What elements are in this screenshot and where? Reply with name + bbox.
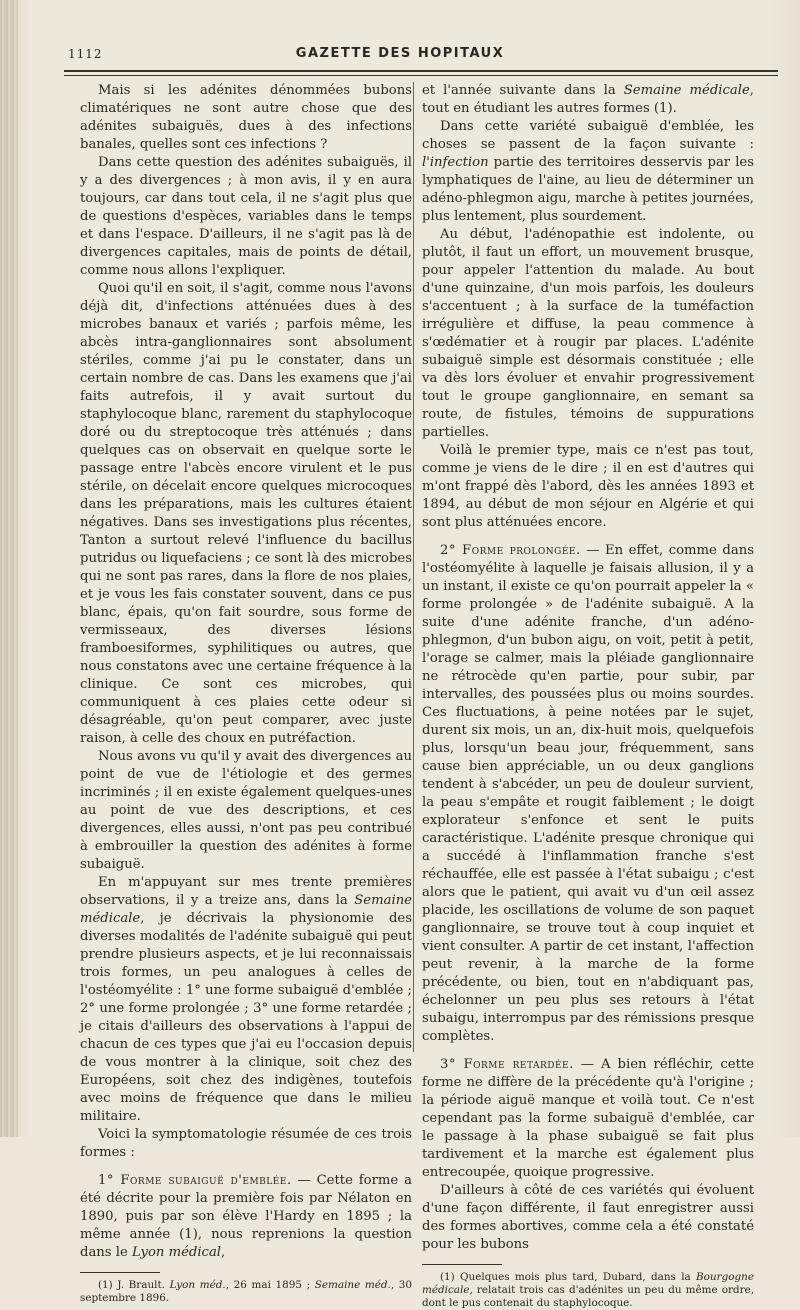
journal-title: GAZETTE DES HOPITAUX — [295, 46, 505, 61]
text-run: En m'appuyant sur mes trente premières observations, il y a treize ans, dans la — [80, 875, 412, 908]
right-column-body — [422, 82, 754, 1309]
journal-citation: Semaine médicale — [623, 83, 750, 98]
text-run: , je décrivais la physionomie des diverses modalités de l'adénite subaiguë qui peut prendre plusieurs aspects, et je lui reconnaissais trois formes, un peu analogues à celles de l'ostéomyélite : 1° une forme subaiguë d'emblée ; 2° une forme prolongée ; 3° une forme retardée ; je citais d'ailleurs des observations à l'appui de chacun de ces types que j'ai eu l'occasion depuis de vous montrer à la clinique, soit chez des Européens, soit chez des indigènes, toutefois avec moins de fréquence que dans le milieu militaire. — [80, 911, 412, 1124]
text-run: (1) Quelques mois plus tard, Dubard, dans la — [440, 1271, 697, 1283]
footnote — [80, 1279, 412, 1305]
text-run: partie des territoires desservis par les lymphatiques de l'aine, au lieu de déterminer un adéno-phlegmon aigu, marche à petites journées, plus lentement, plus sourdement. — [422, 155, 754, 224]
left-column — [80, 82, 413, 1304]
text-run: , 26 mai 1895 ; — [225, 1279, 315, 1291]
binding-edge — [0, 0, 18, 1137]
paragraph: Voilà le premier type, mais ce n'est pas tout, comme je viens de le dire ; il en est d'autres qui m'ont frappé dès l'abord, dès les années 1893 et 1894, au début de mon séjour en Algérie et qui sont plus atténuées encore. — [422, 443, 754, 530]
text-run: Dans cette variété subaiguë d'emblée, les choses se passent de la façon suivante : — [422, 119, 754, 152]
section-paragraph — [422, 542, 754, 1046]
journal-citation: Bourgogne médicale — [422, 1271, 754, 1296]
footnote-rule — [422, 1264, 502, 1265]
left-column-body — [80, 82, 413, 1304]
paragraph: Nous avons vu qu'il y avait des divergences au point de vue de l'étiologie et des germes incriminés ; il en existe également quelques-unes au point de vue des descriptions, et ces divergences, elles aussi, n'ont pas peu contribué à embrouiller la question des adénites à forme subaiguë. — [80, 749, 412, 872]
section-heading: 3° Forme retardée. — [440, 1057, 574, 1072]
section-paragraph — [80, 1172, 412, 1262]
text-run: — A bien réfléchir, cette forme ne diffère de la précédente qu'à l'origine ; la période aiguë manque et voilà tout. Ce n'est cependant pas la forme subaiguë d'emblée, car le passage à la phase subaiguë se fait plus tardivement et la marche est également plus entrecoupée, quoique progressive. — [422, 1057, 754, 1180]
journal-citation: Semaine méd. — [314, 1279, 391, 1291]
journal-citation: Lyon méd. — [169, 1279, 226, 1291]
text-run: — Cette forme a été décrite pour la première fois par Nélaton en 1890, puis par son élève l'Hardy en 1895 ; la même année (1), nous reprenions la question dans le — [80, 1173, 412, 1260]
page-number: 1112 — [68, 47, 103, 61]
header-rule-thick — [64, 70, 778, 72]
header-rule-thin — [64, 75, 778, 76]
paragraph: Mais si les adénites dénommées bubons climatériques ne sont autre chose que des adénites subaiguës, dues à des infections banales, quelles sont ces infections ? — [80, 83, 412, 152]
paragraph: Quoi qu'il en soit, il s'agit, comme nous l'avons déjà dit, d'infections atténuées dues à des microbes banaux et variés ; parfois même, les abcès intra-ganglionnaires sont absolument stériles, comme j'ai pu le constater, dans un certain nombre de cas. Dans les examens que j'ai faits autrefois, il y avait surtout du staphylocoque blanc, rarement du staphylocoque doré ou du streptocoque très atténués ; dans quelques cas on observait en quelque sorte le passage entre l'abcès encore virulent et le pus stérile, on décelait encore quelques microcoques dans les préparations, mais les cultures étaient négatives. Dans ses investigations plus récentes, Tanton a surtout relevé l'influence du bacillus putridus ou liquefaciens ; ce sont là des microbes qui ne sont pas rares, dans la flore de nos plaies, et je vous les fais constater souvent, dans ce pus blanc, épais, qu'on fait sourdre, sous forme de vermisseaux, des diverses lésions framboesiformes, syphilitiques ou autres, que nous constatons avec une certaine fréquence à la clinique. Ce sont ces microbes, qui communiquent à ces plaies cette odeur si désagréable, qu'on peut comparer, avec juste raison, à celle des choux en putréfaction. — [80, 281, 412, 746]
paragraph — [80, 874, 412, 1126]
text-run: , — [221, 1245, 226, 1260]
journal-citation: Lyon médical — [131, 1245, 222, 1260]
footnote — [422, 1271, 754, 1310]
emphasis: l'infection — [422, 155, 489, 170]
journal-citation: Semaine médicale — [80, 893, 412, 926]
right-column — [422, 82, 754, 1309]
paragraph: Voici la symptomatologie résumée de ces trois formes : — [80, 1127, 412, 1160]
column-divider — [413, 82, 414, 1052]
text-run: , 30 septembre 1896. — [80, 1279, 413, 1304]
section-heading: 1° Forme subaiguë d'emblée. — [98, 1173, 292, 1188]
text-run: — En effet, comme dans l'ostéomyélite à laquelle je faisais allusion, il y a un instant, il existe ce qu'on pourrait appeler la « forme prolongée » de l'adénite subaiguë. A la suite d'une adénite franche, d'un adéno-phlegmon, d'un bubon aigu, on voit, petit à petit, l'orage se calmer, mais la pléiade ganglionnaire ne rétrocède qu'en partie, pour subir, par intervalles, des poussées plus ou moins sourdes. Ces fluctuations, à peine notées par le sujet, durent six mois, un an, dix-huit mois, quelquefois plus, lorsqu'un beau jour, fréquemment, sans cause bien appréciable, un ou deux ganglions tendent à s'abcéder, un peu de douleur survient, la peau s'empâte et rougit faiblement ; le doigt explorateur s'enfonce et sent le puits caractéristique. L'adénite presque chronique qui a succédé à l'inflammation franche s'est réchauffée, elle est passée à l'état subaigu ; c'est alors que le patient, qui avait vu d'un œil assez placide, les oscillations de volume de son paquet ganglionnaire, se trouve tout à coup inquiet et vient consulter. A partir de cet instant, l'affection peut revenir, à la marche de la forme précédente, ou bien, tout en n'abdiquant pas, échelonner un peu plus ses retours à l'état subaigu, interrompus par des rémissions presque complètes. — [422, 543, 754, 1044]
footnote-rule — [80, 1272, 160, 1273]
paragraph: Au début, l'adénopathie est indolente, ou plutôt, il faut un effort, un mouvement brusque, pour appeler l'attention du malade. Au bout d'une quinzaine, d'un mois parfois, les douleurs s'accentuent ; à la surface de la tuméfaction irrégulière et diffuse, la peau commence à s'œdématier et à rougir par places. L'adénite subaiguë simple est désormais constituée ; elle va dès lors évoluer et envahir progressivement tout le groupe ganglionnaire, en semant sa route, de fistules, témoins de suppurations partielles. — [422, 227, 754, 440]
paragraph — [422, 118, 754, 226]
paragraph — [422, 82, 754, 118]
paragraph: Dans cette question des adénites subaiguës, il y a des divergences ; à mon avis, il y en aura toujours, car dans tout cela, il ne s'agit plus que de questions d'espèces, variables dans le temps et dans l'espace. D'ailleurs, il ne s'agit pas là de divergences capitales, mais de points de détail, comme nous allons l'expliquer. — [80, 155, 412, 278]
text-run: , relatait trois cas d'adénites un peu du même ordre, dont le pus contenait du staphylocoque. — [422, 1284, 754, 1309]
text-run: et l'année suivante dans la — [422, 83, 624, 98]
section-paragraph — [422, 1056, 754, 1182]
section-heading: 2° Forme prolongée. — [440, 543, 581, 558]
paragraph: D'ailleurs à côté de ces variétés qui évoluent d'une façon différente, il faut enregistrer aussi des formes abortives, comme cela a été constaté pour les bubons — [422, 1183, 754, 1252]
text-run: , tout en étudiant les autres formes (1). — [422, 83, 754, 116]
text-run: (1) J. Brault. — [98, 1279, 170, 1291]
